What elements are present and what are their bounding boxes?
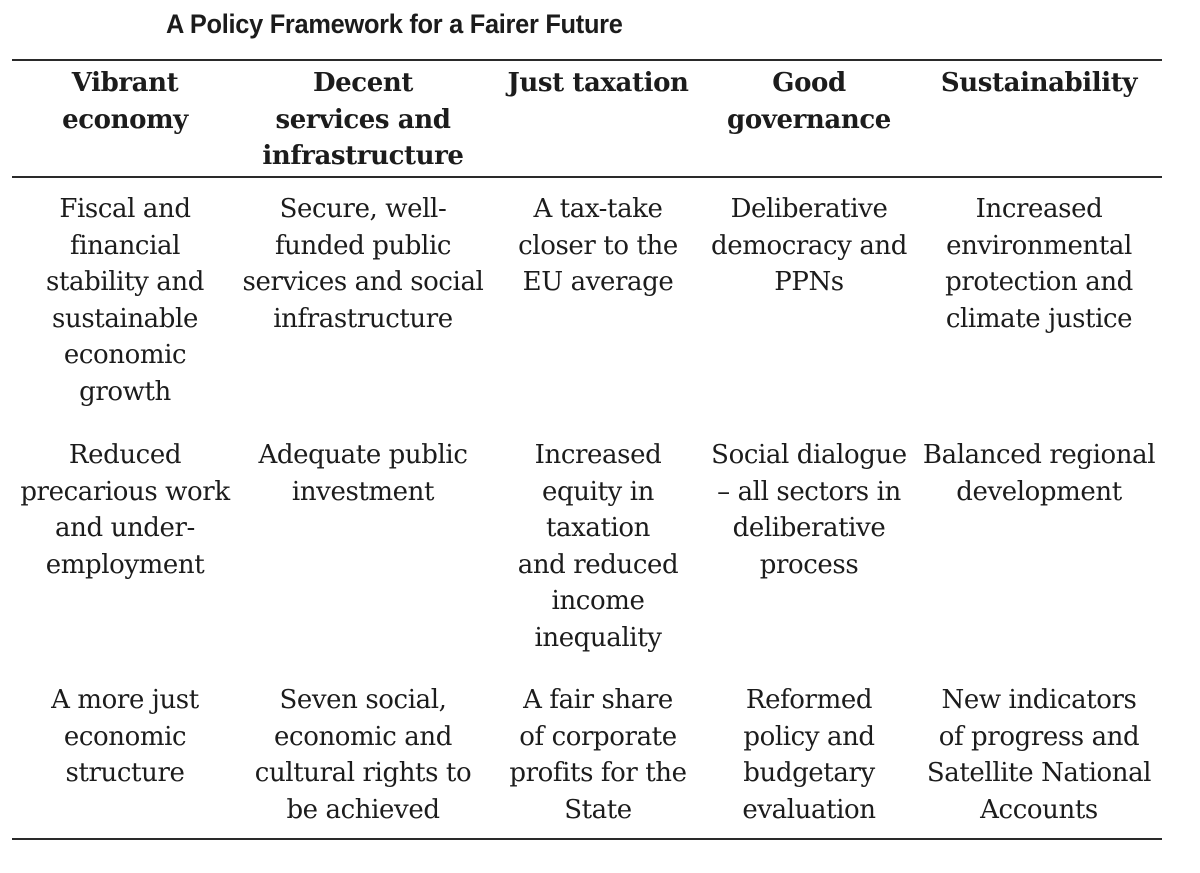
cell-line: of progress and (938, 721, 1140, 752)
header-line: Decent (313, 68, 413, 98)
cell-line: A fair share (523, 685, 673, 715)
cell-line: Seven social, (279, 685, 447, 715)
cell-line: Deliberative (730, 194, 888, 224)
table-cell (238, 682, 488, 828)
table-cell (12, 437, 238, 583)
table-cell (914, 682, 1164, 828)
cell-line: Reduced (68, 440, 182, 470)
cell-line: climate justice (945, 303, 1133, 334)
cell-line: – all sectors in (717, 476, 901, 507)
table-bottom-rule (12, 838, 1162, 840)
cell-line: policy and (743, 721, 875, 752)
table-cell (12, 191, 238, 411)
cell-line: evaluation (742, 794, 876, 825)
table-cell (914, 191, 1164, 337)
table-cell (702, 191, 916, 301)
cell-line: income (551, 586, 645, 617)
table-cell (914, 437, 1164, 510)
cell-line: and under- (55, 513, 195, 544)
table-cell (702, 682, 916, 828)
cell-line: process (759, 549, 859, 580)
column-header-decent-services (238, 65, 488, 175)
column-header-just-taxation (498, 65, 698, 102)
table-cell (238, 191, 488, 337)
cell-line: New indicators (941, 685, 1137, 715)
cell-line: sustainable (52, 303, 198, 334)
cell-line: Increased (975, 194, 1103, 224)
cell-line: services and social (242, 267, 484, 298)
cell-line: growth (79, 376, 171, 407)
cell-line: protection and (945, 267, 1133, 298)
cell-line: Fiscal and (59, 194, 191, 224)
cell-line: deliberative (732, 513, 886, 544)
cell-line: financial (69, 230, 181, 261)
cell-line: economic and (274, 721, 452, 752)
cell-line: employment (45, 549, 205, 580)
cell-line: Reformed (745, 685, 873, 715)
header-line: services and (275, 104, 451, 135)
header-line: Sustainability (940, 68, 1138, 98)
table-cell (238, 437, 488, 510)
cell-line: be achieved (286, 794, 440, 825)
cell-line: A tax-take (533, 194, 663, 224)
header-line: Just taxation (507, 68, 689, 98)
cell-line: environmental (946, 230, 1132, 261)
cell-line: State (564, 794, 632, 825)
cell-line: economic (63, 721, 187, 752)
cell-line: precarious work (20, 476, 230, 507)
cell-line: equity in (542, 476, 654, 507)
cell-line: and reduced (517, 549, 679, 580)
cell-line: Satellite National (926, 758, 1152, 789)
cell-line: stability and (46, 267, 204, 298)
table-cell (498, 191, 698, 301)
table-cell (498, 682, 698, 828)
header-line: infrastructure (262, 141, 464, 172)
table-cell (12, 682, 238, 792)
header-line: Vibrant (71, 68, 179, 98)
cell-line: taxation (545, 513, 651, 544)
column-header-sustainability (914, 65, 1164, 102)
table-cell (702, 437, 916, 583)
cell-line: funded public (274, 230, 452, 261)
cell-line: development (956, 476, 1122, 507)
cell-line: closer to the (518, 230, 678, 261)
cell-line: EU average (522, 267, 674, 298)
cell-line: Increased (534, 440, 662, 470)
cell-line: A more just (51, 685, 199, 715)
cell-line: Adequate public (258, 440, 468, 470)
cell-line: democracy and (710, 230, 908, 261)
header-line: economy (62, 104, 188, 135)
cell-line: inequality (534, 622, 662, 653)
table-top-rule (12, 59, 1162, 61)
header-line: governance (727, 104, 891, 135)
table-cell (498, 437, 698, 657)
cell-line: Balanced regional (922, 440, 1156, 470)
cell-line: Social dialogue (711, 440, 907, 470)
header-line: Good (772, 68, 846, 98)
cell-line: structure (65, 758, 185, 789)
cell-line: Secure, well- (279, 194, 447, 224)
cell-line: of corporate (519, 721, 677, 752)
cell-line: budgetary (743, 758, 875, 789)
column-header-vibrant-economy (12, 65, 238, 138)
cell-line: cultural rights to (254, 758, 472, 789)
cell-line: Accounts (980, 794, 1098, 825)
column-header-good-governance (702, 65, 916, 138)
table-title: A Policy Framework for a Fairer Future (166, 9, 623, 39)
cell-line: infrastructure (273, 303, 453, 334)
cell-line: investment (291, 476, 435, 507)
cell-line: economic (63, 340, 187, 371)
cell-line: profits for the (509, 758, 687, 789)
header-divider-rule (12, 176, 1162, 178)
cell-line: PPNs (774, 267, 844, 298)
